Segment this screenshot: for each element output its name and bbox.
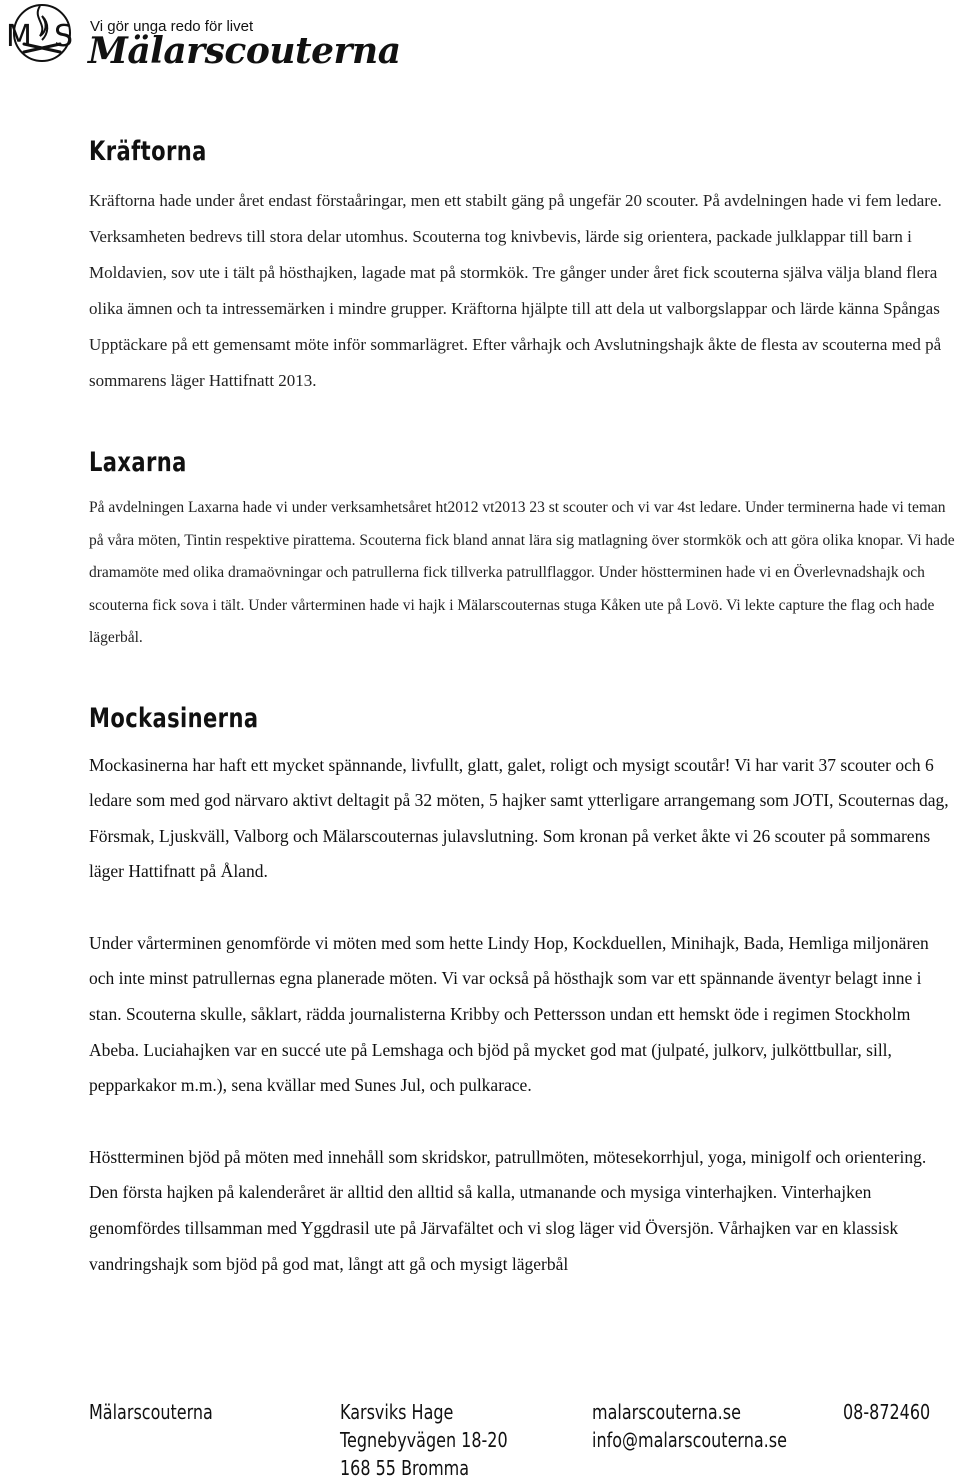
scout-logo-icon [2, 2, 82, 64]
footer-website: malarscouterna.se [592, 1400, 741, 1424]
section-title: Laxarna [89, 447, 187, 478]
page-header [0, 0, 960, 70]
section-paragraph: Mockasinerna har haft ett mycket spännande, livfullt, glatt, galet, roligt och mysigt scoutår! Vi har varit 37 scouter och 6 ledare som med god närvaro aktivt deltagit på 32 möten, 5 hajker samt ytterligare arrangemang som JOTI, Scouternas dag, Försmak, Ljuskväll, Valborg och Mälarscouternas julavslutning. Som kronan på verket åkte vi 26 scouter på sommarens läger Hattifnatt på Åland. [89, 754, 949, 882]
document-body [89, 136, 955, 1318]
page-footer [0, 1398, 960, 1480]
logo-letter-m: M [6, 19, 32, 54]
footer-phone-column [843, 1398, 930, 1426]
header-brand: Mälarscouterna [88, 30, 401, 72]
section-text: Kräftorna hade under året endast förstaåringar, men ett stabilt gäng på ungefär 20 scouter. På avdelningen hade vi fem ledare. Verksamheten bedrevs till stora delar utomhus. Scouterna tog knivbevis, lärde sig orientera, packade julklappar till barn i Moldavien, sov ute i tält på hösthajken, lagade mat på stormkök. Tre gånger under året fick scouterna själva välja bland flera olika ämnen och ta intressemärken i mindre grupper. Kräftorna hjälpte till att dela ut valborgslappar och lärde känna Spångas Upptäckare på ett gemensamt möte inför sommarlägret. Efter vårhajk och Avslutningshajk åkte de flesta av scouterna med på sommarens läger Hattifnatt 2013. [89, 191, 942, 390]
footer-address-line: 168 55 Bromma [340, 1456, 470, 1480]
footer-contact-column [592, 1398, 787, 1454]
header-tagline: Vi gör unga redo för livet [90, 18, 254, 35]
section-laxarna [89, 447, 955, 655]
section-text: På avdelningen Laxarna hade vi under verksamhetsåret ht2012 vt2013 23 st scouter och vi var 4st ledare. Under terminerna hade vi teman på våra möten, Tintin respektive pirattema. Scouterna fick bland annat lära sig matlagning över stormkök och att göra olika knopar. Vi hade dramamöte med olika dramaövningar och patrullerna fick tillverka patrullflaggor. Under höstterminen hade vi en Överlevnadshajk och scouterna fick sova i tält. Under vårterminen hade vi hajk i Mälarscouternas stuga Kåken ute på Lovö. Vi lekte capture the flag och hade lägerbål. [89, 499, 955, 646]
section-title: Kräftorna [89, 136, 207, 167]
footer-address-line: Karsviks Hage [340, 1400, 454, 1424]
footer-org: Mälarscouterna [89, 1400, 213, 1424]
logo-letter-s: S [54, 19, 74, 54]
footer-phone: 08-872460 [843, 1400, 931, 1424]
footer-email: info@malarscouterna.se [592, 1428, 787, 1452]
footer-address-column [340, 1398, 508, 1482]
section-paragraph: Höstterminen bjöd på möten med innehåll som skridskor, patrullmöten, mötesekorrhjul, yoga, minigolf och orientering. Den första hajken på kalenderåret är alltid den alltid så kalla, utmanande och mysiga vinterhajken. Vinterhajken genomfördes tillsamman med Yggdrasil ute på Järvafältet och vi slog läger vid Översjön. Vårhajken var en klassisk vandringshajk som bjöd på god mat, långt att gå och mysigt lägerbål [89, 1146, 927, 1274]
footer-org-column [89, 1398, 213, 1426]
section-kraftorna [89, 136, 955, 399]
section-mockasinerna [89, 703, 955, 1283]
footer-address-line: Tegnebyvägen 18-20 [340, 1428, 508, 1452]
section-paragraph: Under vårterminen genomförde vi möten med som hette Lindy Hop, Kockduellen, Minihajk, Bada, Hemliga miljonären och inte minst patrullernas egna planerade möten. Vi var också på hösthajk som var ett spännande äventyr belagt inne i stan. Scouterna skulle, såklart, rädda journalisterna Kribby och Pettersson undan ett hemskt öde i regimen Stockholm Abeba. Luciahajken var en succé ute på Lemshaga och bjöd på mycket god mat (julpaté, julkorv, julköttbullar, sill, pepparkakor m.m.), sena kvällar med Sunes Jul, och pulkarace. [89, 932, 929, 1096]
section-title: Mockasinerna [89, 702, 259, 734]
